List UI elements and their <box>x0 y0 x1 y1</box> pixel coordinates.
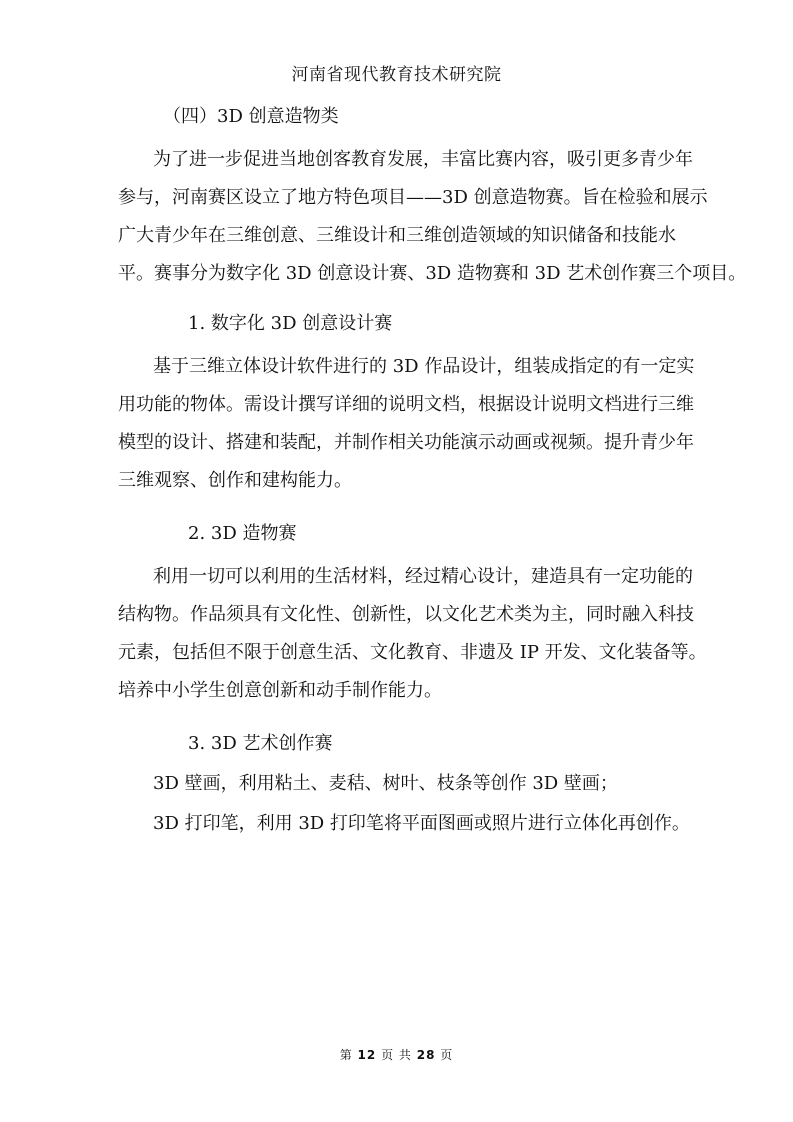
intro-line-3: 广大青少年在三维创意、三维设计和三维创造领域的知识储备和技能水 <box>118 225 676 246</box>
item3-line-1: 3D 壁画，利用粘土、麦秸、树叶、枝条等创作 3D 壁画； <box>153 773 618 794</box>
page-header: 河南省现代教育技术研究院 <box>291 65 502 85</box>
intro-line-4: 平。赛事分为数字化 3D 创意设计赛、3D 造物赛和 3D 艺术创作赛三个项目。 <box>118 263 747 284</box>
page-footer <box>0 1046 793 1063</box>
item1-line-1: 基于三维立体设计软件进行的 3D 作品设计，组装成指定的有一定实 <box>153 356 695 377</box>
item2-line-1: 利用一切可以利用的生活材料，经过精心设计，建造具有一定功能的 <box>153 566 693 587</box>
item1-line-2: 用功能的物体。需设计撰写详细的说明文档，根据设计说明文档进行三维 <box>118 394 694 415</box>
section-title: （四）3D 创意造物类 <box>163 106 339 127</box>
intro-line-1: 为了进一步促进当地创客教育发展，丰富比赛内容，吸引更多青少年 <box>153 149 693 170</box>
item1-line-4: 三维观察、创作和建构能力。 <box>118 470 352 491</box>
item3-title: 3. 3D 艺术创作赛 <box>188 733 333 754</box>
item1-line-3: 模型的设计、搭建和装配，并制作相关功能演示动画或视频。提升青少年 <box>118 432 694 453</box>
item2-line-4: 培养中小学生创意创新和动手制作能力。 <box>118 680 442 701</box>
footer-suffix: 页 <box>440 1048 454 1062</box>
item2-line-3: 元素，包括但不限于创意生活、文化教育、非遗及 IP 开发、文化装备等。 <box>118 642 707 663</box>
item3-line-2: 3D 打印笔，利用 3D 打印笔将平面图画或照片进行立体化再创作。 <box>153 813 690 834</box>
intro-line-2: 参与，河南赛区设立了地方特色项目——3D 创意造物赛。旨在检验和展示 <box>118 187 708 208</box>
footer-total-pages: 28 <box>416 1048 436 1062</box>
footer-middle: 页 共 <box>381 1048 412 1062</box>
footer-page-number: 12 <box>357 1048 377 1062</box>
footer-prefix: 第 <box>339 1048 353 1062</box>
item2-line-2: 结构物。作品须具有文化性、创新性，以文化艺术类为主，同时融入科技 <box>118 604 694 625</box>
item1-title: 1. 数字化 3D 创意设计赛 <box>188 313 393 334</box>
item2-title: 2. 3D 造物赛 <box>188 523 297 544</box>
